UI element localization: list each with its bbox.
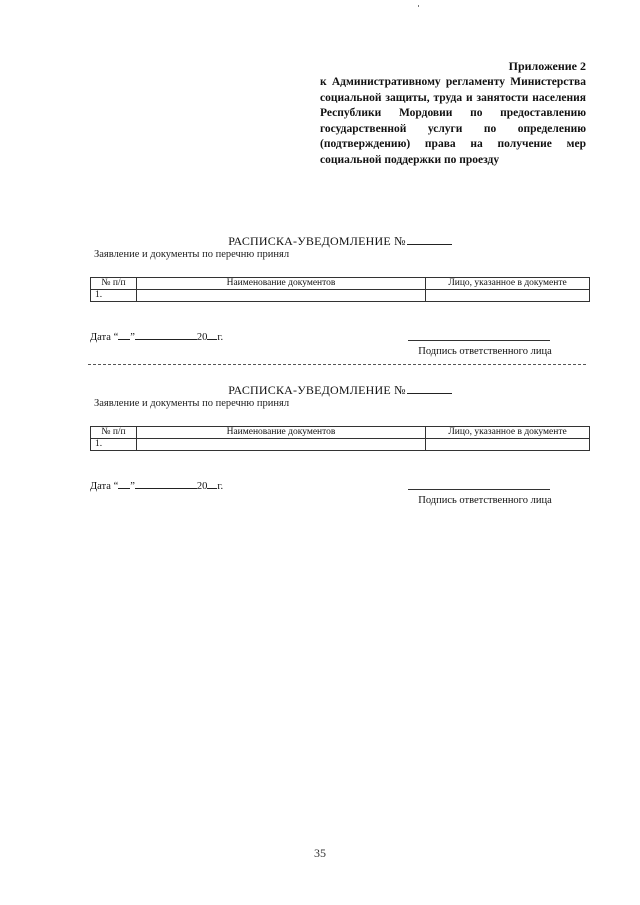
person-cell bbox=[426, 290, 590, 302]
column-header-documents: Наименование документов bbox=[137, 278, 426, 290]
receipt-notice-1 bbox=[90, 233, 590, 357]
person-cell bbox=[426, 439, 590, 451]
year-blank bbox=[207, 478, 217, 489]
column-header-number: № п/п bbox=[91, 427, 137, 439]
signature-label: Подпись ответственного лица bbox=[418, 495, 552, 506]
month-blank bbox=[135, 478, 197, 489]
signature-line bbox=[408, 489, 550, 490]
documents-table bbox=[90, 277, 590, 302]
accepted-statement: Заявление и документы по перечню принял bbox=[94, 249, 290, 260]
row-number-cell: 1. bbox=[91, 439, 137, 451]
annex-title: Приложение 2 bbox=[508, 59, 586, 73]
column-header-number: № п/п bbox=[91, 278, 137, 290]
receipt-number-blank bbox=[407, 233, 452, 245]
receipt-number-blank bbox=[407, 382, 452, 394]
date-label: Дата bbox=[90, 332, 111, 343]
table-header-row bbox=[91, 427, 590, 439]
quote-open: “ bbox=[113, 332, 119, 343]
year-suffix: г. bbox=[217, 481, 224, 492]
scan-speck bbox=[418, 5, 419, 7]
signature-line bbox=[408, 340, 550, 341]
date-field bbox=[90, 329, 223, 343]
receipt-title bbox=[90, 382, 590, 398]
day-blank bbox=[118, 329, 130, 340]
table-header-row bbox=[91, 278, 590, 290]
month-blank bbox=[135, 329, 197, 340]
date-label: Дата bbox=[90, 481, 111, 492]
receipt-title-text: РАСПИСКА-УВЕДОМЛЕНИЕ № bbox=[228, 234, 406, 248]
date-field bbox=[90, 478, 223, 492]
year-suffix: г. bbox=[217, 332, 224, 343]
annex-description: к Административному регламенту Министерства социальной защиты, труда и занятости населения Республики Мордовии по предоставлению государственной услуги по определению (подтверждению) права на получение мер социальной поддержки по проезду bbox=[320, 76, 586, 166]
document-name-cell bbox=[137, 290, 426, 302]
row-number-cell: 1. bbox=[91, 290, 137, 302]
column-header-person: Лицо, указанное в документе bbox=[426, 278, 590, 290]
page-number: 35 bbox=[314, 846, 326, 860]
cut-line-divider bbox=[88, 364, 586, 365]
year-prefix: 20 bbox=[196, 332, 208, 343]
signature-label: Подпись ответственного лица bbox=[418, 346, 552, 357]
receipt-title bbox=[90, 233, 590, 249]
table-row bbox=[91, 290, 590, 302]
receipt-notice-2 bbox=[90, 382, 590, 506]
year-blank bbox=[207, 329, 217, 340]
table-row bbox=[91, 439, 590, 451]
accepted-statement: Заявление и документы по перечню принял bbox=[94, 398, 290, 409]
document-name-cell bbox=[137, 439, 426, 451]
documents-table bbox=[90, 426, 590, 451]
quote-close: ” bbox=[130, 332, 135, 343]
day-blank bbox=[118, 478, 130, 489]
year-prefix: 20 bbox=[196, 481, 208, 492]
column-header-person: Лицо, указанное в документе bbox=[426, 427, 590, 439]
column-header-documents: Наименование документов bbox=[137, 427, 426, 439]
receipt-title-text: РАСПИСКА-УВЕДОМЛЕНИЕ № bbox=[228, 383, 406, 397]
quote-open: “ bbox=[113, 481, 119, 492]
quote-close: ” bbox=[130, 481, 135, 492]
